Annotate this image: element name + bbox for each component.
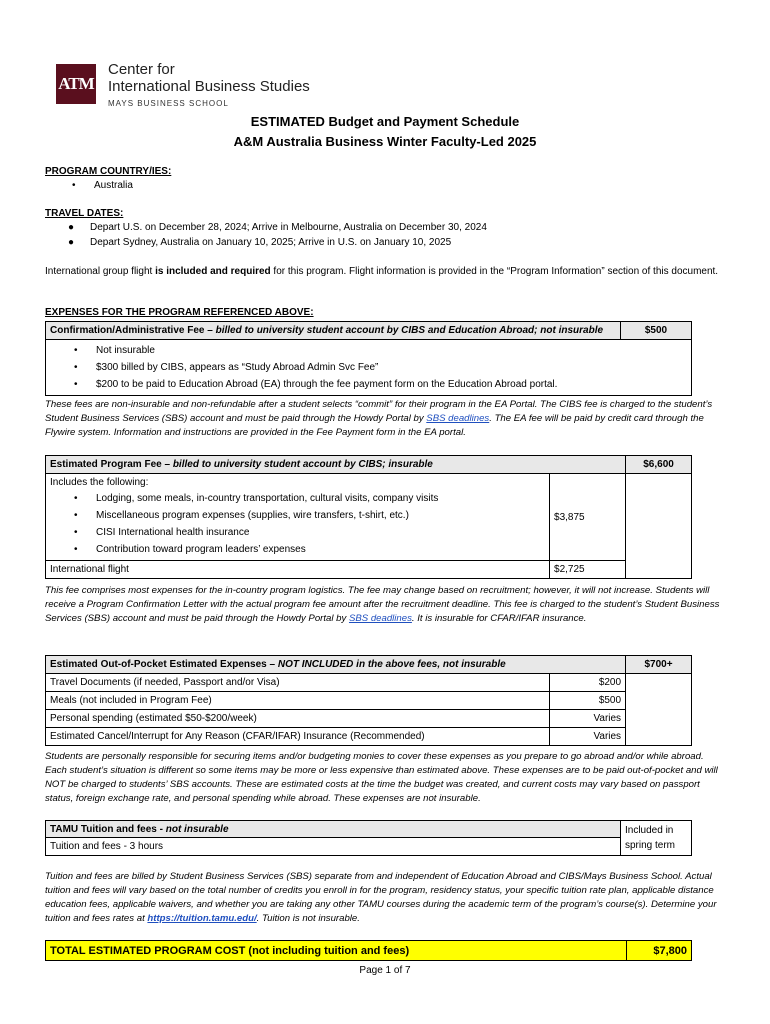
list-item: • $300 billed by CIBS, appears as “Study Abroad Admin Svc Fee” (96, 359, 691, 376)
tuition-table (45, 820, 692, 856)
country-heading: PROGRAM COUNTRY/IES: (45, 166, 172, 177)
conf-fee-table (45, 321, 692, 396)
tuition-title: TAMU Tuition and fees - not insurable (46, 821, 621, 838)
total-amount: $7,800 (627, 941, 692, 961)
list-item: • $200 to be paid to Education Abroad (EA) through the fee payment form on the Education Abroad portal. (96, 376, 691, 393)
program-fee-amount: $6,600 (626, 456, 692, 474)
total-label: TOTAL ESTIMATED PROGRAM COST (not including tuition and fees) (46, 941, 627, 961)
tuition-amount: Included in spring term (621, 821, 692, 856)
program-subtotal-2: $2,725 (550, 561, 626, 579)
row-value: Varies (550, 710, 626, 728)
row-value: $200 (550, 674, 626, 692)
table-row: Estimated Cancel/Interrupt for Any Reason (CFAR/IFAR) Insurance (Recommended) (46, 728, 550, 746)
list-item: • Miscellaneous program expenses (supplies, wire transfers, t-shirt, etc.) (96, 507, 545, 524)
tuition-row: Tuition and fees - 3 hours (46, 838, 621, 856)
table-row: Personal spending (estimated $50-$200/week) (46, 710, 550, 728)
sbs-deadlines-link[interactable]: SBS deadlines (426, 413, 490, 424)
tamu-logo: ATM (56, 64, 96, 104)
sbs-deadlines-link[interactable]: SBS deadlines (348, 613, 412, 624)
logo-line-2: International Business Studies (108, 78, 310, 95)
table-row: Meals (not included in Program Fee) (46, 692, 550, 710)
intl-flight-label: International flight (46, 561, 550, 579)
program-subtotal-1: $3,875 (550, 474, 626, 561)
doc-title: ESTIMATED Budget and Payment Schedule (250, 114, 520, 129)
logo-line-3: MAYS BUSINESS SCHOOL (108, 99, 229, 108)
total-table (45, 940, 692, 961)
oop-note: Students are personally responsible for securing items and/or budgeting monies to cover these expenses as you prepare to go abroad and/or while abroad. Each student’s situation is different so some items may be more or less expensive than estimated above. These expenses are to be paid out-of-pocket and will NOT be charged to students’ SBS accounts. These are estimated costs at the time the budget was created, and current costs may vary based on passport status, foreign exchange rate, and personal spending while abroad. These expenses are not insurable. (45, 751, 718, 804)
oop-amount: $700+ (626, 656, 692, 674)
row-value: $500 (550, 692, 626, 710)
conf-fee-amount: $500 (621, 322, 692, 340)
flight-note: International group flight is included and required for this program. Flight information is provided in the “Program Information” section of this document. (45, 266, 719, 277)
program-fee-table (45, 455, 692, 579)
doc-subtitle: A&M Australia Business Winter Faculty-Led 2025 (233, 134, 537, 149)
table-row: Travel Documents (if needed, Passport and/or Visa) (46, 674, 550, 692)
list-item: • Not insurable (96, 342, 691, 359)
list-item: • CISI International health insurance (96, 524, 545, 541)
program-fee-includes: Includes the following: • Lodging, some meals, in-country transportation, cultural visits, company visits • Miscellaneous program expenses (supplies, wire transfers, t-shirt, etc.) • CISI International health insurance • Contribution toward program leaders’ expenses (46, 474, 550, 561)
tuition-link[interactable]: https://tuition.tamu.edu/ (147, 913, 257, 924)
conf-fee-items (46, 340, 692, 396)
program-fee-title: Estimated Program Fee – billed to university student account by CIBS; insurable (46, 456, 626, 474)
row-value: Varies (550, 728, 626, 746)
oop-table (45, 655, 692, 746)
list-item: • Lodging, some meals, in-country transportation, cultural visits, company visits (96, 490, 545, 507)
travel-item-1: ● Depart U.S. on December 28, 2024; Arrive in Melbourne, Australia on December 30, 2024 (68, 222, 487, 233)
logo-line-1: Center for (108, 61, 175, 78)
tuition-note: Tuition and fees are billed by Student Business Services (SBS) separate from and independent of Education Abroad and CIBS/Mays Business School. Actual tuition and fees will vary based on the total number of credits you enroll in for the program, residency status, your specific tuition rate plan, applicable distance education fees, applicable waivers, and whether you are taking any other TAMU courses during the academic term of the program’s course(s). Determine your tuition and fees rates at https://tuition.tamu.edu/. Tuition is not insurable. (45, 871, 717, 924)
country-item: • Australia (72, 180, 133, 191)
travel-item-2: ● Depart Sydney, Australia on January 10, 2025; Arrive in U.S. on January 10, 2025 (68, 237, 452, 248)
program-fee-note: This fee comprises most expenses for the in-country program logistics. The fee may change based on recruitment; however, it will not increase. Students will receive a Program Confirmation Letter with the actual program fee amount after the recruitment deadline. This fee is charged to the student’s Student Business Services (SBS) account and must be paid through the Howdy Portal by SBS deadlines. It is insurable for CFAR/IFAR insurance. (45, 585, 720, 624)
page-footer: Page 1 of 7 (359, 965, 411, 976)
conf-fee-title: Confirmation/Administrative Fee – billed to university student account by CIBS and Education Abroad; not insurable (46, 322, 621, 340)
conf-fee-note: These fees are non-insurable and non-refundable after a student selects “commit” for their program in the EA Portal. The CIBS fee is charged to the student’s Student Business Services (SBS) account and must be paid through the Howdy Portal by SBS deadlines. The EA fee will be paid by credit card through the Flywire system. Information and instructions are provided in the Fee Payment form in the EA portal. (45, 399, 713, 438)
travel-heading: TRAVEL DATES: (45, 208, 124, 219)
expenses-heading: EXPENSES FOR THE PROGRAM REFERENCED ABOVE: (45, 307, 314, 318)
list-item: • Contribution toward program leaders’ expenses (96, 541, 545, 558)
oop-title: Estimated Out-of-Pocket Estimated Expenses – NOT INCLUDED in the above fees, not insurable (46, 656, 626, 674)
